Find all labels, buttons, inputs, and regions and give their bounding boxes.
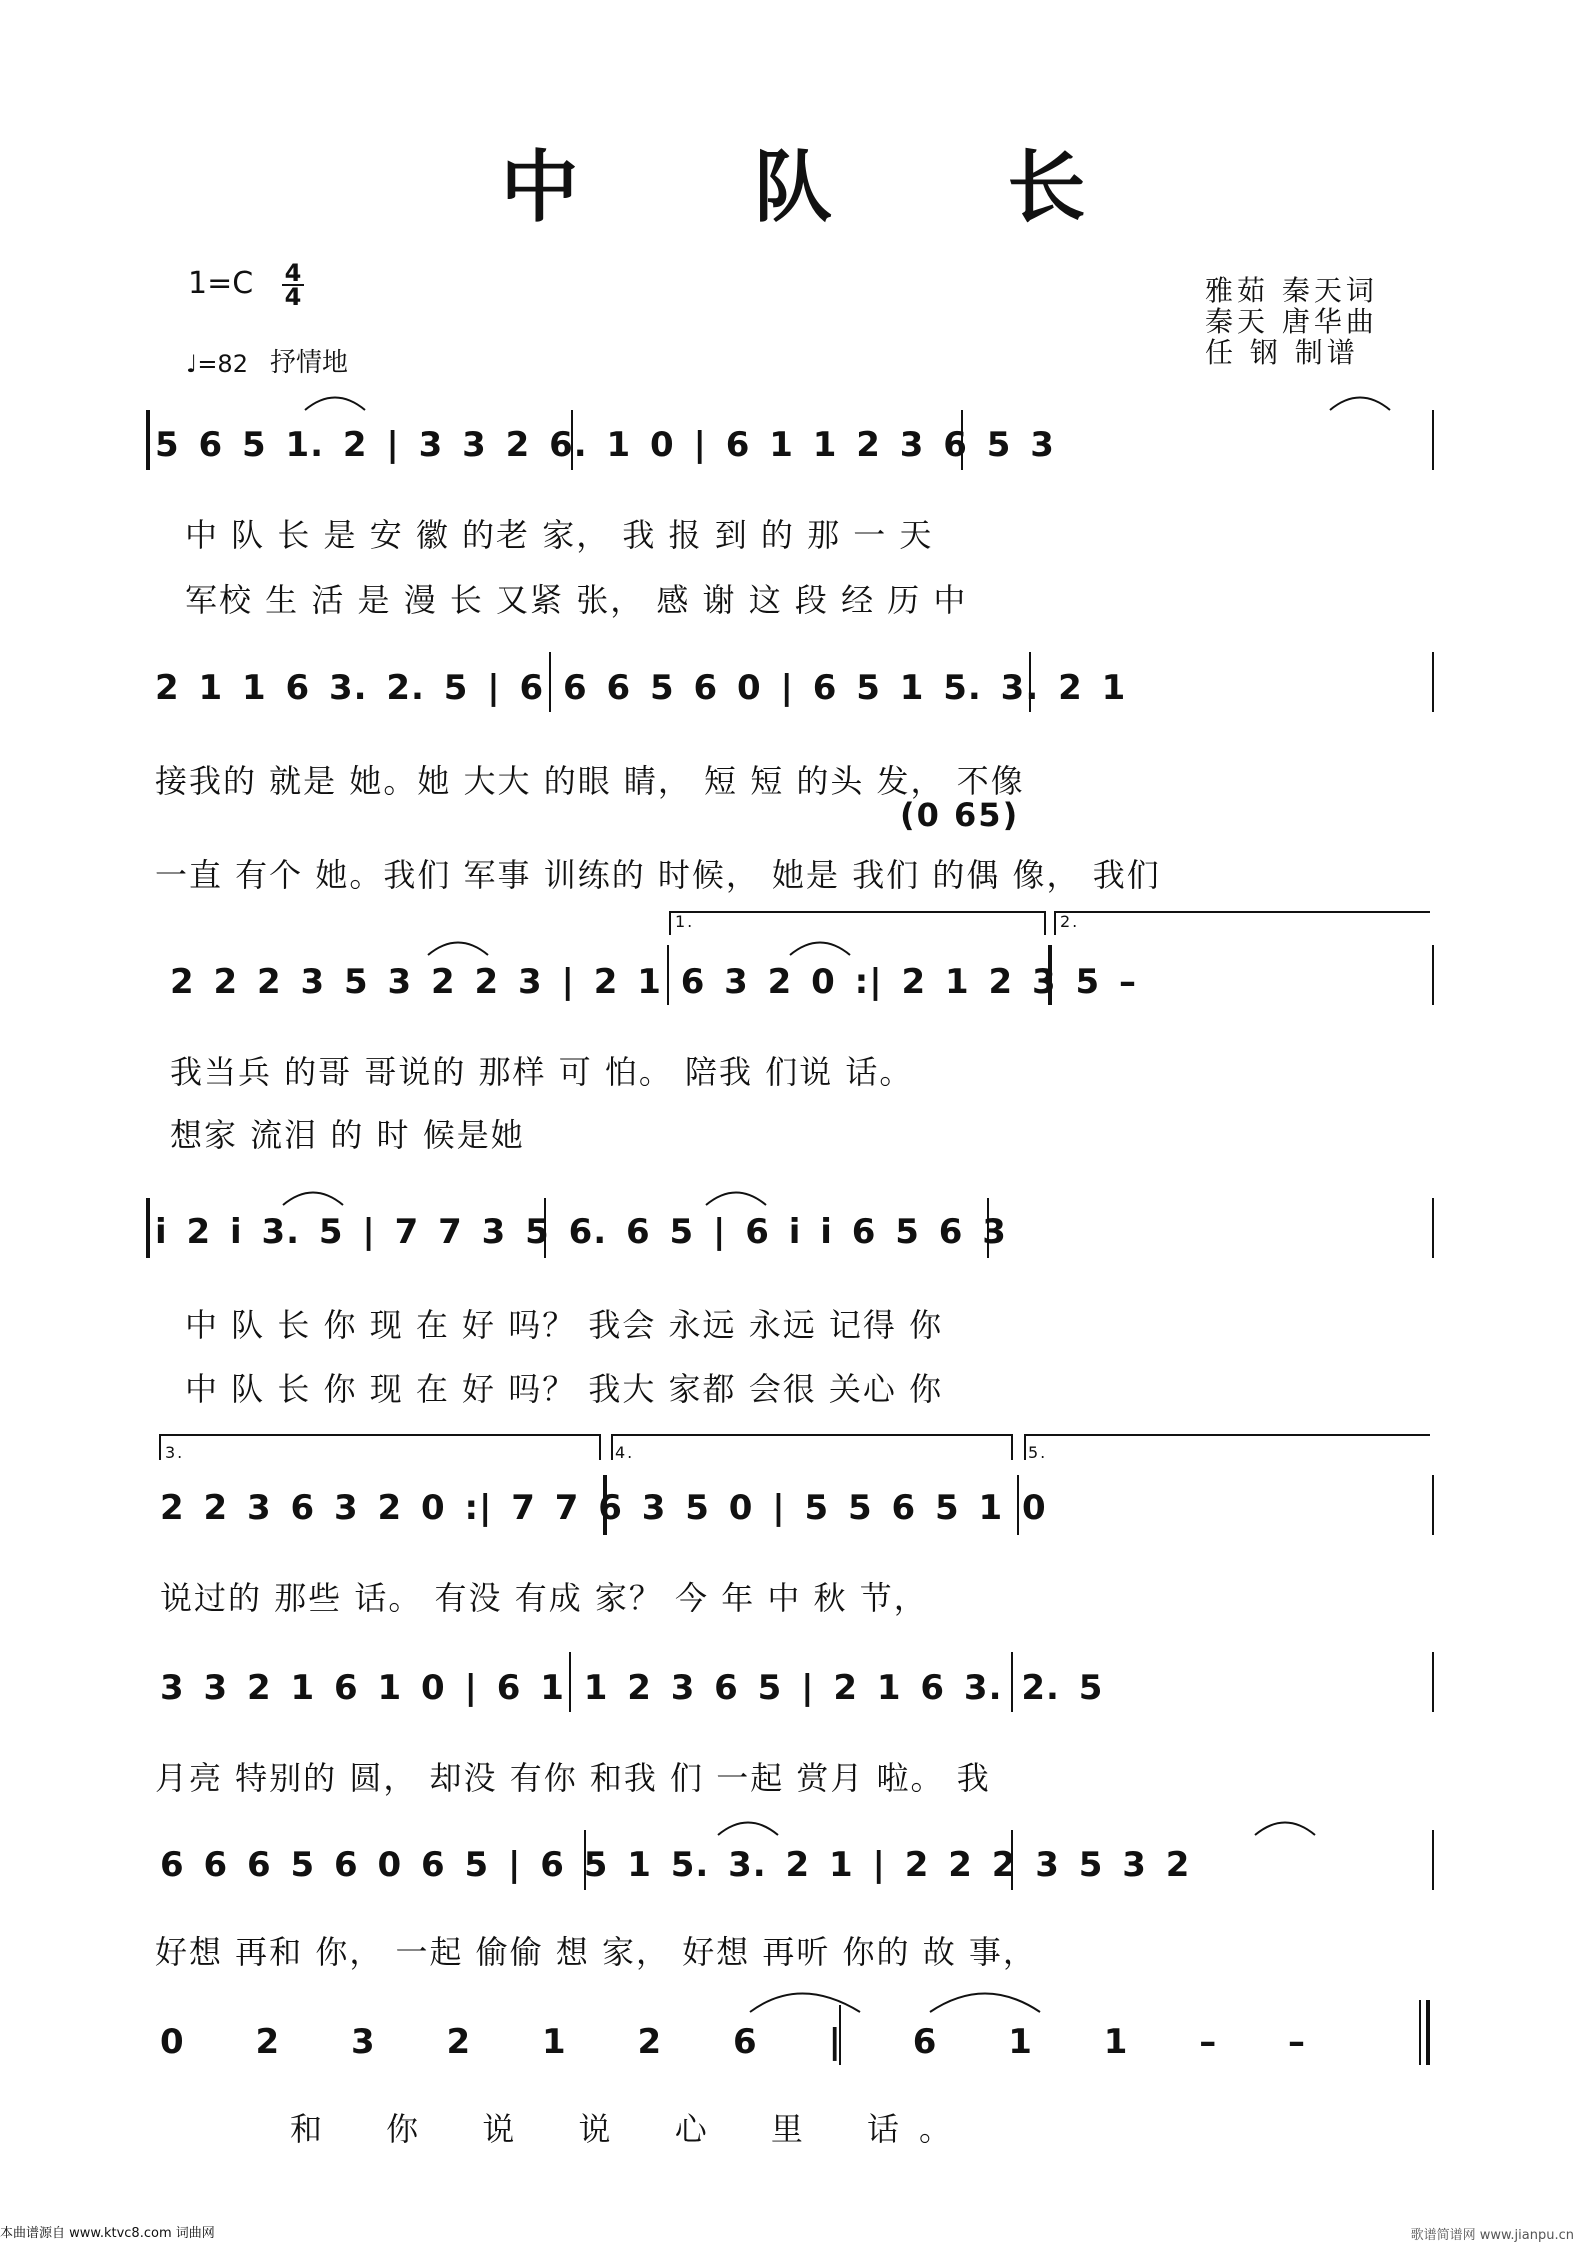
- credit-composer: 秦天 唐华曲: [1205, 305, 1378, 338]
- pickup-notes: (0 65): [900, 796, 1020, 834]
- notes-line-5: 2 2 3 6 3 2 0 :| 7 7 6 3 5 0 | 5 5 6 5 1 0: [160, 1488, 1047, 1528]
- notes-line-4: i 2 i 3. 5 | 7 7 3 5 6. 6 5 | 6 i i 6 5 6 3: [155, 1212, 1007, 1252]
- volta-4: 4.: [615, 1443, 635, 1462]
- expression-marking: 抒情地: [270, 348, 349, 378]
- credit-arranger: 任 钢 制谱: [1205, 336, 1359, 369]
- page-title: 中 队 长: [500, 142, 1160, 233]
- volta-5: 5.: [1028, 1443, 1048, 1462]
- lyric-8: 和 你 说 说 心 里 话。: [290, 2110, 972, 2148]
- lyric-4-verse-2: 中 队 长 你 现 在 好 吗？ 我大 家都 会很 关心 你: [185, 1370, 944, 1408]
- footer-watermark: 歌谱简谱网 www.jianpu.cn: [1410, 2228, 1574, 2243]
- notes-line-8: 0 2 3 2 1 2 6 | 6 1 1 – –: [160, 2022, 1324, 2062]
- lyric-5: 说过的 那些 话。 有没 有成 家？ 今 年 中 秋 节，: [160, 1579, 928, 1617]
- lyric-3-verse-1: 我当兵 的哥 哥说的 那样 可 怕。 陪我 们说 话。: [170, 1053, 914, 1091]
- lyric-3-verse-2: 想家 流泪 的 时 候是她: [170, 1116, 525, 1154]
- time-top: 4: [284, 259, 302, 287]
- notes-line-3: 2 2 2 3 5 3 2 2 3 | 2 1 6 3 2 0 :| 2 1 2 3 5 –: [170, 962, 1137, 1002]
- volta-1: 1.: [675, 912, 695, 931]
- notes-line-2: 2 1 1 6 3. 2. 5 | 6 6 6 5 6 0 | 6 5 1 5. 3. 2 1: [155, 668, 1127, 708]
- lyric-1-verse-2: 军校 生 活 是 漫 长 又紧 张， 感 谢 这 段 经 历 中: [185, 581, 968, 619]
- key-signature: 1=C: [188, 266, 254, 301]
- volta-2: 2.: [1060, 912, 1080, 931]
- lyric-4-verse-1: 中 队 长 你 现 在 好 吗？ 我会 永远 永远 记得 你: [185, 1306, 944, 1344]
- notes-line-1: 5 6 5 1. 2 | 3 3 2 6. 1 0 | 6 1 1 2 3 6 5 3: [155, 425, 1055, 465]
- lyric-6: 月亮 特别的 圆， 却没 有你 和我 们 一起 赏月 啦。 我: [155, 1759, 991, 1797]
- tempo-marking: ♩=82: [186, 350, 248, 378]
- lyric-2-verse-2: 一直 有个 她。我们 军事 训练的 时候， 她是 我们 的偶 像， 我们: [155, 856, 1161, 894]
- footer-source: 本曲谱源自 www.ktvc8.com 词曲网: [0, 2226, 215, 2241]
- volta-3: 3.: [165, 1443, 185, 1462]
- notes-line-6: 3 3 2 1 6 1 0 | 6 1 1 2 3 6 5 | 2 1 6 3. 2. 5: [160, 1668, 1104, 1708]
- notes-line-7: 6 6 6 5 6 0 6 5 | 6 5 1 5. 3. 2 1 | 2 2 2 3 5 3 2: [160, 1845, 1191, 1885]
- lyric-7: 好想 再和 你， 一起 偷偷 想 家， 好想 再听 你的 故 事，: [155, 1933, 1037, 1971]
- lyric-1-verse-1: 中 队 长 是 安 徽 的老 家， 我 报 到 的 那 一 天: [185, 516, 934, 554]
- credit-lyricist: 雅茹 秦天词: [1205, 274, 1378, 307]
- time-bottom: 4: [282, 284, 304, 308]
- lyric-2-verse-1: 接我的 就是 她。她 大大 的眼 睛， 短 短 的头 发， 不像: [155, 762, 1025, 800]
